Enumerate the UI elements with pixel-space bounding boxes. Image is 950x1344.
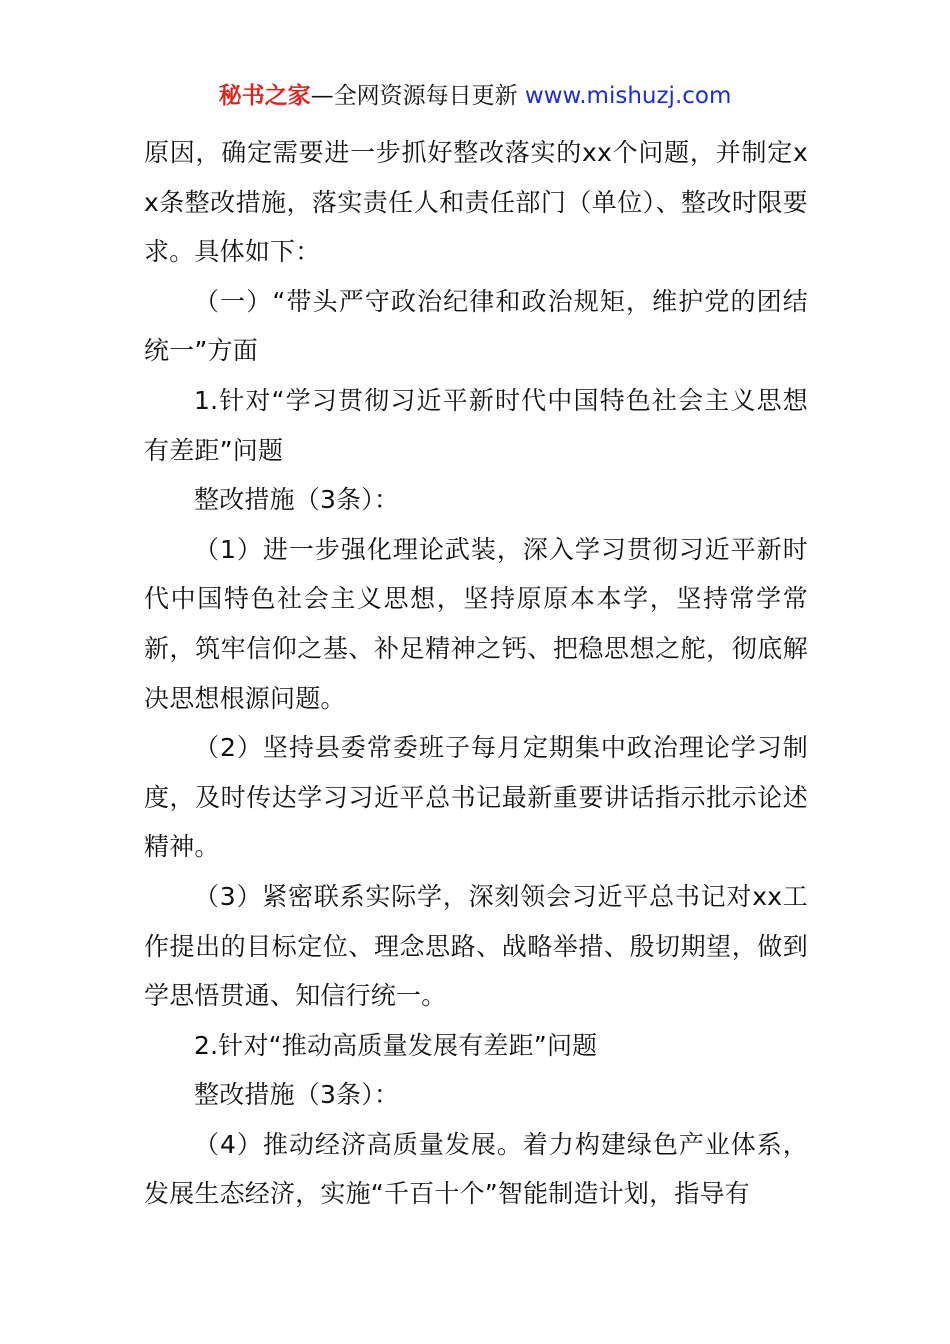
measure-item-4: （4）推动经济高质量发展。着力构建绿色产业体系，发展生态经济，实施“千百十个”智能制造计划，指导有 [144, 1129, 808, 1209]
measure-item-2: （2）坚持县委常委班子每月定期集中政治理论学习制度，及时传达学习习近平总书记最新重要讲话指示批示论述精神。 [144, 733, 808, 862]
site-tagline: —全网资源每日更新 [310, 83, 518, 109]
issue-heading-2: 2.针对“推动高质量发展有差距”问题 [194, 1030, 598, 1060]
measures-heading-1: 整改措施（3条）： [194, 485, 400, 515]
section-heading: （一）“带头严守政治纪律和政治规矩，维护党的团结统一”方面 [144, 286, 808, 366]
paragraph-intro: 原因，确定需要进一步抓好整改落实的xx个问题，并制定xx条整改措施，落实责任人和责任部门（单位）、整改时限要求。具体如下： [144, 138, 808, 267]
document-body [144, 128, 808, 1219]
site-brand: 秘书之家 [218, 83, 311, 109]
site-header [0, 80, 950, 112]
measure-item-3: （3）紧密联系实际学，深刻领会习近平总书记对xx工作提出的目标定位、理念思路、战略举措、殷切期望，做到学思悟贯通、知信行统一。 [144, 881, 808, 1011]
measures-heading-2: 整改措施（3条）： [194, 1080, 400, 1110]
measure-item-1: （1）进一步强化理论武装，深入学习贯彻习近平新时代中国特色社会主义思想，坚持原原本本学，坚持常学常新，筑牢信仰之基、补足精神之钙、把稳思想之舵，彻底解决思想根源问题。 [144, 534, 808, 713]
issue-heading-1: 1.针对“学习贯彻习近平新时代中国特色社会主义思想有差距”问题 [144, 385, 808, 465]
site-url-link[interactable]: www.mishuzj.com [524, 83, 732, 109]
